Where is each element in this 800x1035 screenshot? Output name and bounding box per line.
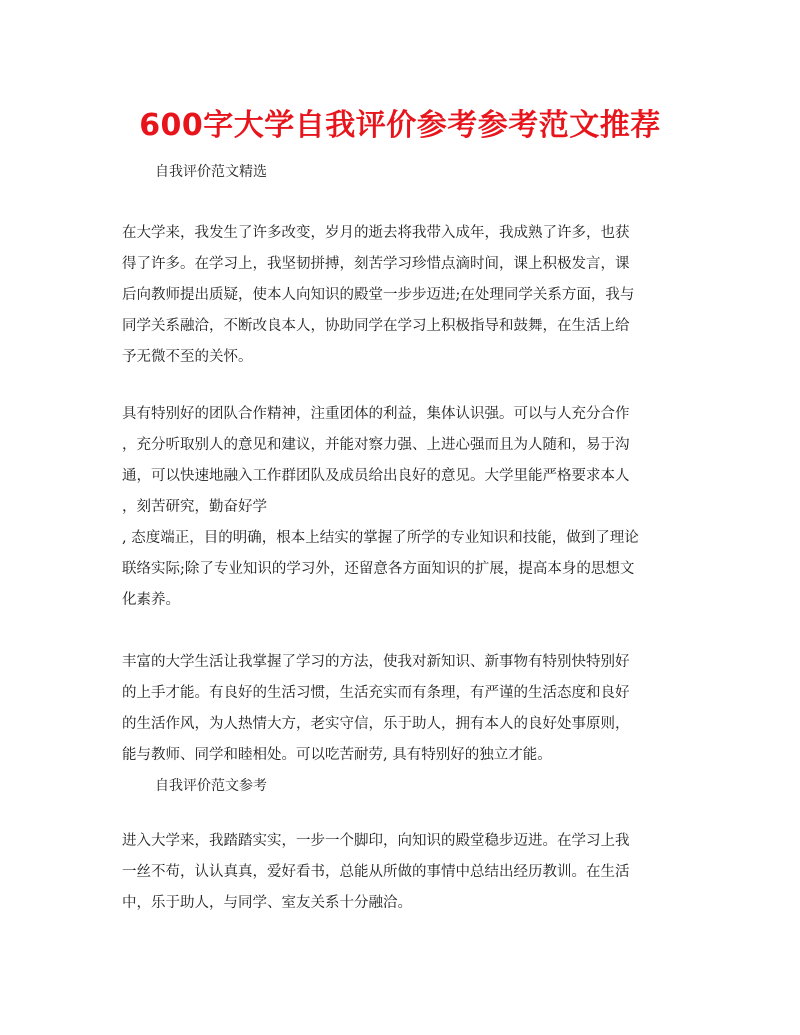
paragraph-line: 予无微不至的关怀。 [122,349,253,365]
paragraph-line: 的生活作风，为人热情大方，老实守信，乐于助人，拥有本人的良好处事原则， [122,716,630,732]
paragraph-line: 得了许多。在学习上，我坚韧拼搏，刻苦学习珍惜点滴时间，课上积极发言，课 [122,256,630,272]
paragraph-line: 具有特别好的团队合作精神，注重团体的利益，集体认识强。可以与人充分合作 [122,406,630,422]
paragraph-line: 一丝不苟，认认真真，爱好看书，总能从所做的事情中总结出经历教训。在生活 [122,864,630,880]
paragraph-line: 中，乐于助人，与同学、室友关系十分融洽。 [122,895,412,911]
paragraph-line: ，刻苦研究，勤奋好学 [122,499,267,515]
paragraph-line: 后向教师提出质疑，使本人向知识的殿堂一步步迈进;在处理同学关系方面，我与 [122,287,635,303]
section-heading-selected-samples: 自我评价范文精选 [155,164,267,180]
paragraph-line: , 态度端正，目的明确，根本上结实的掌握了所学的专业知识和技能，做到了理论 [122,530,639,546]
paragraph-line: 化素养。 [122,592,180,608]
paragraph-line: 进入大学来，我踏踏实实，一步一个脚印，向知识的殿堂稳步迈进。在学习上我 [122,833,630,849]
document-title: 600字大学自我评价参考参考范文推荐 [139,108,661,143]
paragraph-line: 通，可以快速地融入工作群团队及成员给出良好的意见。大学里能严格要求本人 [122,468,630,484]
paragraph-line: 能与教师、同学和睦相处。可以吃苦耐劳, 具有特别好的独立才能。 [122,747,552,763]
paragraph-line: 在大学来，我发生了许多改变，岁月的逝去将我带入成年，我成熟了许多，也获 [122,225,630,241]
paragraph-line: 的上手才能。有良好的生活习惯，生活充实而有条理，有严谨的生活态度和良好 [122,685,630,701]
paragraph-line: 丰富的大学生活让我掌握了学习的方法，使我对新知识、新事物有特别快特别好 [122,654,630,670]
paragraph-1 [122,218,682,373]
paragraph-2 [122,399,682,616]
section-heading-reference-samples: 自我评价范文参考 [155,778,267,794]
paragraph-4 [122,826,682,919]
paragraph-3 [122,647,682,771]
paragraph-line: 联络实际;除了专业知识的学习外，还留意各方面知识的扩展，提高本身的思想文 [122,561,635,577]
paragraph-line: ，充分听取别人的意见和建议，并能对察力强、上进心强而且为人随和，易于沟 [122,437,630,453]
paragraph-line: 同学关系融洽，不断改良本人，协助同学在学习上积极指导和鼓舞，在生活上给 [122,318,630,334]
